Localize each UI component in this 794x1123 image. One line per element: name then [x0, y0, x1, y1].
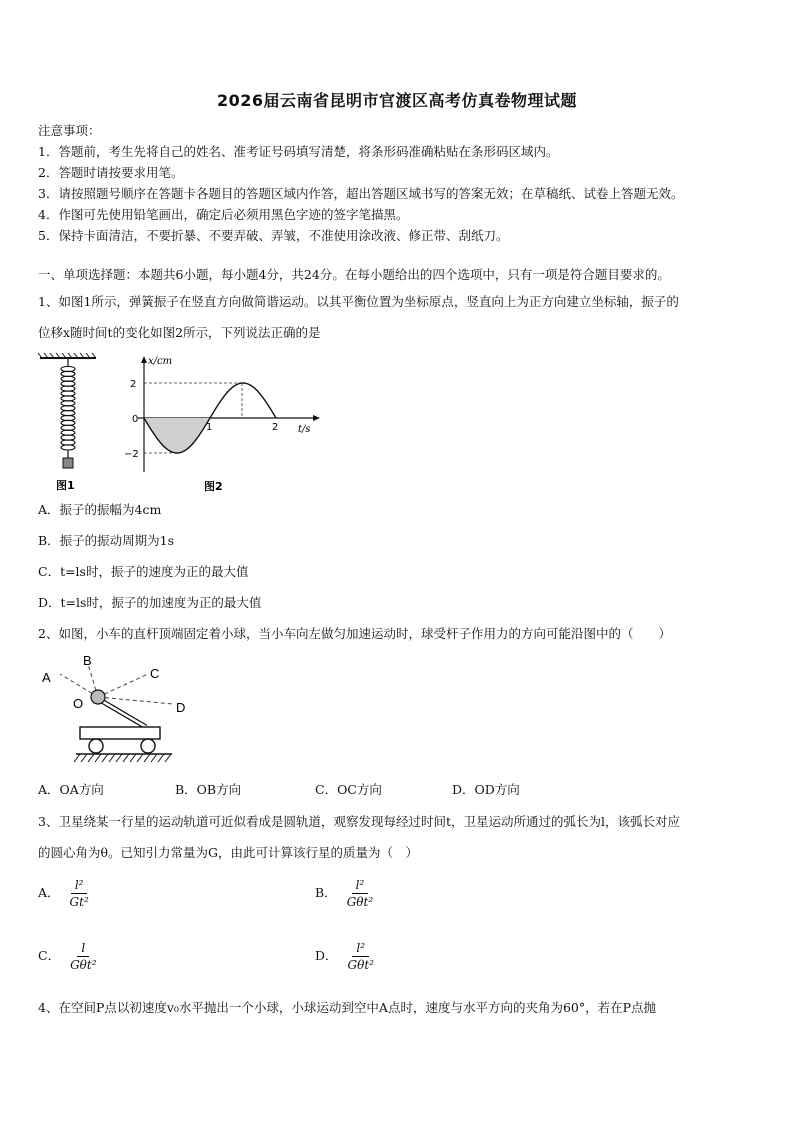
q1-option-d: D．t=ls时，振子的加速度为正的最大值	[38, 595, 262, 610]
q2-option-b: B．OB方向	[175, 782, 242, 797]
direction-label-a: A	[42, 670, 51, 685]
q2-option-a: A．OA方向	[38, 782, 104, 797]
q3-option-b-label: B．	[315, 885, 337, 900]
q1-option-b: B．振子的振动周期为1s	[38, 533, 175, 548]
q3-option-a-label: A．	[38, 885, 60, 900]
notice-item-1: 1．答题前，考生先将自己的姓名、准考证号码填写清楚，将条形码准确粘贴在条形码区域内。	[38, 144, 559, 159]
fraction-numerator: l²	[352, 878, 369, 894]
notice-item-4: 4．作图可先使用铅笔画出，确定后必须用黑色字迹的签字笔描黑。	[38, 207, 409, 222]
q3-option-d	[315, 941, 378, 972]
question-4-stem-line1: 4、在空间P点以初速度v₀水平抛出一个小球，小球运动到空中A点时，速度与水平方向的夹角为60°，若在P点抛	[38, 1000, 657, 1015]
direction-label-d: D	[176, 700, 186, 715]
notice-item-2: 2．答题时请按要求用笔。	[38, 165, 184, 180]
q3-option-c-fraction	[66, 941, 100, 972]
q3-option-c	[38, 941, 101, 972]
direction-label-c: C	[150, 666, 160, 681]
q3-option-d-label: D．	[315, 948, 338, 963]
question-3-stem-line1: 3、卫星绕某一行星的运动轨道可近似看成是圆轨道，观察发现每经过时间t，卫星运动所通过的弧长为l，该弧长对应	[38, 814, 680, 829]
direction-label-o: O	[73, 696, 84, 711]
section-heading: 一、单项选择题：本题共6小题，每小题4分，共24分。在每小题给出的四个选项中，只有一项是符合题目要求的。	[38, 267, 670, 282]
q3-option-c-label: C．	[38, 948, 61, 963]
fraction-numerator: l	[77, 941, 89, 957]
q3-option-b	[315, 878, 377, 909]
graph-y-tick-0: 0	[132, 414, 139, 425]
direction-label-b: B	[83, 653, 92, 668]
fraction-denominator: Gθt²	[70, 958, 97, 972]
q3-option-b-fraction	[343, 878, 377, 909]
exam-title: 2026届云南省昆明市官渡区高考仿真卷物理试题	[216, 91, 578, 110]
graph-y-axis-label: x/cm	[148, 356, 173, 367]
fraction-denominator: Gθt²	[346, 895, 374, 909]
q2-option-d: D．OD方向	[452, 782, 520, 797]
figure-1-spring-diagram	[38, 352, 98, 492]
q3-option-d-fraction	[344, 941, 378, 972]
graph-x-tick-2: 2	[272, 422, 279, 433]
figure-2-displacement-graph	[124, 354, 324, 494]
q1-option-a: A．振子的振幅为4cm	[38, 502, 162, 517]
notice-item-3: 3．请按照题号顺序在答题卡各题目的答题区域内作答，超出答题区域书写的答案无效；在草稿纸、试卷上答题无效。	[38, 186, 684, 201]
q1-option-c: C．t=ls时，振子的速度为正的最大值	[38, 564, 249, 579]
graph-x-tick-1: 1	[206, 422, 213, 433]
question-3-stem-line2: 的圆心角为θ。已知引力常量为G，由此可计算该行星的质量为（ ）	[38, 845, 419, 860]
q3-option-a-fraction	[66, 878, 93, 909]
figure-2-label: 图2	[204, 480, 223, 493]
fraction-numerator: l²	[352, 941, 369, 957]
question-1-stem-line2: 位移x随时间t的变化如图2所示，下列说法正确的是	[38, 325, 321, 340]
notice-heading: 注意事项：	[38, 123, 101, 138]
graph-y-tick-2: 2	[130, 379, 137, 390]
fraction-denominator: Gt²	[69, 895, 89, 909]
q2-option-c: C．OC方向	[315, 782, 382, 797]
figure-1-label: 图1	[56, 479, 75, 492]
fraction-denominator: Gθt²	[347, 958, 374, 972]
graph-x-axis-label: t/s	[298, 424, 311, 435]
question-2-cart-diagram	[38, 652, 198, 767]
fraction-numerator: l²	[71, 878, 88, 894]
question-1-stem-line1: 1、如图1所示，弹簧振子在竖直方向做简谐运动。以其平衡位置为坐标原点，竖直向上为正方向建立坐标轴，振子的	[38, 294, 679, 309]
question-2-stem: 2、如图，小车的直杆顶端固定着小球，当小车向左做匀加速运动时，球受杆子作用力的方向可能沿图中的（ ）	[38, 626, 671, 641]
graph-y-tick-neg2: −2	[124, 449, 139, 460]
notice-item-5: 5．保持卡面清洁，不要折暴、不要弄破、弄皱，不准使用涂改液、修正带、刮纸刀。	[38, 228, 509, 243]
q3-option-a	[38, 878, 93, 909]
